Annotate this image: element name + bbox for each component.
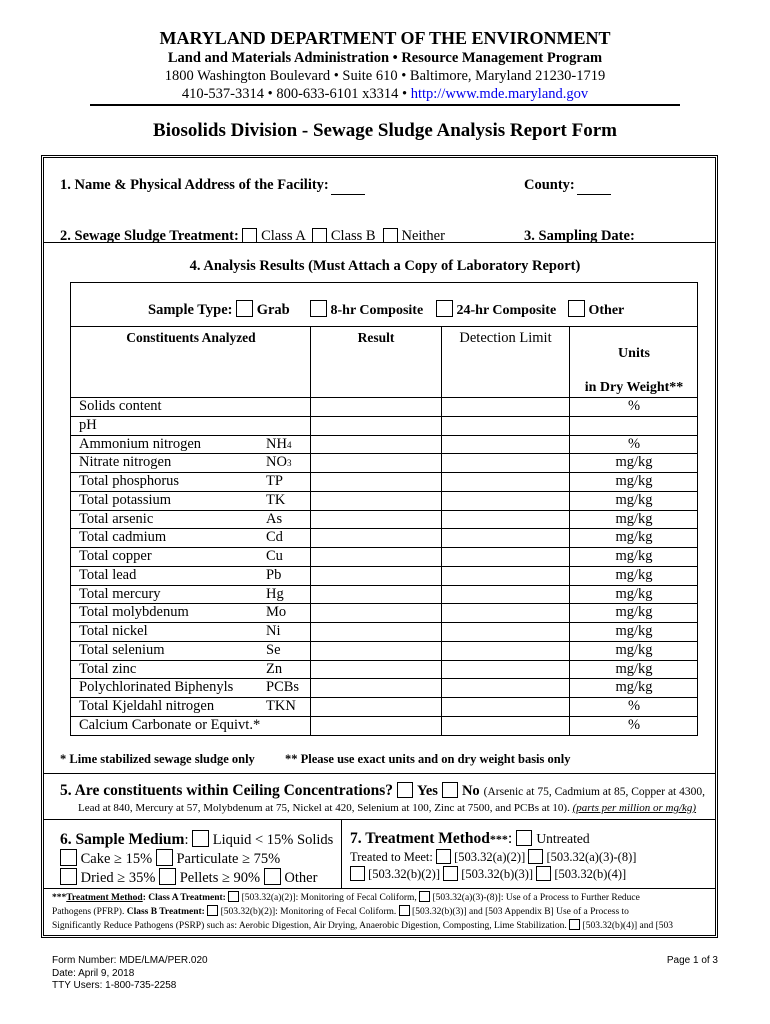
unit-cell: mg/kg <box>615 641 653 658</box>
unit-cell: % <box>627 435 641 452</box>
county-blank[interactable] <box>577 177 611 195</box>
units-header-1: Units <box>618 346 650 361</box>
particulate-label: Particulate ≥ 75% <box>176 851 281 867</box>
note-class-a-1: [503.32(a)(2)]: Monitoring of Fecal Coliform, <box>241 893 417 903</box>
unit-cell: mg/kg <box>615 660 653 677</box>
form-title: Biosolids Division - Sewage Sludge Analysis Report Form <box>153 120 617 141</box>
unit-cell: mg/kg <box>615 566 653 583</box>
treatment-row <box>44 222 714 242</box>
symbol-text: NO <box>266 454 287 471</box>
symbol-text: TP <box>266 473 283 489</box>
class-a-checkbox[interactable] <box>242 228 257 242</box>
header-divider <box>90 104 680 106</box>
detection-limit-cell[interactable] <box>442 453 569 472</box>
sample-medium-title: 6. Sample Medium <box>60 831 185 848</box>
class-b-label: Class B <box>330 228 376 242</box>
ceiling-limits-units: (parts per million or mg/kg) <box>572 802 697 814</box>
note-b3-checkbox[interactable] <box>399 905 410 916</box>
symbol-text: TK <box>266 491 286 508</box>
note-class-a-2: [503.32(a)(3)-(8)]: Use of a Process to Further Reduce <box>432 893 640 903</box>
sample-medium-row1 <box>60 830 333 849</box>
constituent-name: Total selenium <box>79 641 165 658</box>
constituent-name: Nitrate nitrogen <box>79 454 172 471</box>
symbol-text: As <box>266 510 283 527</box>
detection-limit-cell[interactable] <box>442 435 569 454</box>
ceiling-no-checkbox[interactable] <box>442 782 458 798</box>
unit-cell: mg/kg <box>615 510 653 527</box>
note-class-b-label: Class B Treatment: <box>126 907 205 917</box>
note-class-a-label: : Class A Treatment: <box>142 893 226 903</box>
website-link[interactable]: http://www.mde.maryland.gov <box>410 86 589 102</box>
detection-limit-cell[interactable] <box>442 697 569 716</box>
result-cell[interactable] <box>311 453 441 472</box>
b3-label: [503.32(b)(3)] <box>461 867 534 881</box>
constituent-symbol <box>266 511 282 528</box>
other-medium-label: Other <box>284 870 318 886</box>
result-cell[interactable] <box>311 716 441 735</box>
treatment-note <box>52 891 712 933</box>
constituent-symbol <box>266 473 283 490</box>
constituent-name: Polychlorinated Biphenyls <box>79 679 234 696</box>
neither-label: Neither <box>401 228 445 242</box>
constituent-name: Total phosphorus <box>79 473 180 489</box>
cake-label: Cake ≥ 15% <box>80 851 153 867</box>
units-footnote: ** Please use exact units and on dry weight basis only <box>285 752 571 766</box>
sampling-date-label: 3. Sampling Date: <box>524 228 635 242</box>
result-cell[interactable] <box>311 397 441 416</box>
treatment-method-row2 <box>350 849 636 865</box>
constituent-name: Total cadmium <box>79 529 167 546</box>
table-header-top <box>70 326 698 327</box>
unit-cell: mg/kg <box>615 585 653 602</box>
detection-limit-cell[interactable] <box>442 397 569 416</box>
result-cell[interactable] <box>311 678 441 697</box>
a2-label: [503.32(a)(2)] <box>454 850 526 864</box>
constituents-header: Constituents Analyzed <box>126 330 256 345</box>
treatment-note-line2 <box>52 905 712 919</box>
unit-cell: mg/kg <box>615 679 653 696</box>
b2-checkbox[interactable] <box>350 866 365 881</box>
footer-form-number: Form Number: MDE/LMA/PER.020 <box>52 955 208 966</box>
constituent-name: Solids content <box>79 398 162 414</box>
a3-8-checkbox[interactable] <box>528 849 543 864</box>
24hr-composite-checkbox[interactable] <box>436 300 453 317</box>
b4-label: [503.32(b)(4)] <box>554 867 627 881</box>
constituent-name: Calcium Carbonate or Equivt.* <box>79 716 261 733</box>
constituent-name: Total Kjeldahl nitrogen <box>79 698 215 714</box>
constituent-name: Total nickel <box>79 623 148 639</box>
b3-checkbox[interactable] <box>443 866 458 881</box>
other-sample-checkbox[interactable] <box>568 300 585 317</box>
section5-top-rule <box>44 773 716 774</box>
note-line3-end: [503.32(b)(4)] and [503 <box>582 921 674 931</box>
a3-8-label: [503.32(a)(3)-(8)] <box>546 850 637 864</box>
8hr-option <box>310 300 423 319</box>
detection-limit-cell[interactable] <box>442 585 569 604</box>
unit-cell: mg/kg <box>615 623 653 639</box>
note-a3-8-checkbox[interactable] <box>419 891 430 902</box>
facility-name-field[interactable] <box>60 177 365 195</box>
grab-label: Grab <box>256 302 290 318</box>
footer-tty: TTY Users: 1-800-735-2258 <box>52 980 177 991</box>
constituent-name: Total copper <box>79 548 152 564</box>
lime-footnote: * Lime stabilized sewage sludge only <box>60 752 255 766</box>
ceiling-no-label: No <box>461 783 480 799</box>
particulate-checkbox[interactable] <box>156 849 173 866</box>
constituent-symbol <box>266 679 299 696</box>
unit-cell: % <box>627 716 641 733</box>
symbol-text: Se <box>266 641 281 658</box>
sample-medium-colon: : <box>184 832 189 848</box>
b4-checkbox[interactable] <box>536 866 551 881</box>
section4-top-rule <box>44 242 716 243</box>
untreated-label: Untreated <box>536 831 590 846</box>
treatment-method-row3 <box>350 866 626 882</box>
detection-limit-cell[interactable] <box>442 641 569 660</box>
detection-limit-cell[interactable] <box>442 547 569 566</box>
result-cell[interactable] <box>311 528 441 547</box>
constituent-symbol <box>266 661 282 678</box>
constituent-name: Total mercury <box>79 585 161 602</box>
unit-cell: mg/kg <box>615 548 653 564</box>
constituent-symbol <box>266 604 286 621</box>
untreated-checkbox[interactable] <box>516 830 532 846</box>
detection-limit-cell[interactable] <box>442 528 569 547</box>
administration-line: Land and Materials Administration • Resource Management Program <box>167 50 603 66</box>
treatment-method-colon: : <box>507 830 513 847</box>
constituent-name: Total arsenic <box>79 510 154 527</box>
neither-checkbox[interactable] <box>383 228 398 242</box>
detection-limit-cell[interactable] <box>442 510 569 529</box>
constituent-symbol <box>266 548 283 565</box>
other-medium-checkbox[interactable] <box>264 868 281 885</box>
constituent-symbol <box>266 623 281 640</box>
result-cell[interactable] <box>311 547 441 566</box>
constituent-name: Total potassium <box>79 491 172 508</box>
a2-checkbox[interactable] <box>436 849 451 864</box>
constituent-symbol <box>266 642 281 659</box>
result-cell[interactable] <box>311 641 441 660</box>
detection-limit-cell[interactable] <box>442 491 569 510</box>
other-option <box>568 300 624 319</box>
ceiling-yes-label: Yes <box>416 783 438 799</box>
dried-checkbox[interactable] <box>60 868 77 885</box>
detection-limit-cell[interactable] <box>442 716 569 735</box>
symbol-text: TKN <box>266 698 296 714</box>
note-line2-start: Pathogens (PFRP). <box>52 907 125 917</box>
symbol-text: NH <box>266 435 287 452</box>
class-a-label: Class A <box>261 228 305 242</box>
symbol-subscript: 4 <box>286 439 292 450</box>
class-b-checkbox[interactable] <box>312 228 327 242</box>
liquid-checkbox[interactable] <box>192 830 209 847</box>
result-cell[interactable] <box>311 622 441 641</box>
constituent-symbol <box>266 454 291 471</box>
result-header: Result <box>357 330 395 345</box>
detection-limit-cell[interactable] <box>442 678 569 697</box>
ceiling-limits-2: Lead at 840, Mercury at 57, Molybdenum at 75, Nickel at 420, Selenium at 100, Zinc at 7500, and PCBs at 10). <box>78 802 573 814</box>
note-b2-checkbox[interactable] <box>207 905 218 916</box>
detection-limit-cell[interactable] <box>442 622 569 641</box>
note-class-b-2: [503.32(b)(3)] and [503 Appendix B] Use of a Process to <box>412 907 629 917</box>
result-cell[interactable] <box>311 660 441 679</box>
ceiling-limits-1: (Arsenic at 75, Cadmium at 85, Copper at 4300, <box>483 786 706 798</box>
grab-checkbox[interactable] <box>236 300 253 317</box>
note-b4-checkbox[interactable] <box>569 919 580 930</box>
detection-limit-cell[interactable] <box>442 416 569 435</box>
symbol-text: Mo <box>266 604 287 621</box>
constituent-symbol <box>266 567 281 584</box>
treatment-method-stars: *** <box>489 832 508 846</box>
footer-left <box>52 955 208 993</box>
24hr-option <box>436 300 556 319</box>
b2-label: [503.32(b)(2)] <box>368 867 440 881</box>
result-cell[interactable] <box>311 566 441 585</box>
note-a2-checkbox[interactable] <box>228 891 239 902</box>
constituent-name: Ammonium nitrogen <box>79 435 202 452</box>
constituent-name: Total zinc <box>79 660 137 677</box>
treatment-label: 2. Sewage Sludge Treatment: <box>60 228 239 242</box>
result-cell[interactable] <box>311 603 441 622</box>
other-sample-label: Other <box>588 303 625 318</box>
units-header-2: in Dry Weight** <box>584 380 684 395</box>
unit-cell: % <box>627 698 641 714</box>
treatment-note-top-rule <box>44 888 716 889</box>
constituent-name: Total lead <box>79 566 137 583</box>
ceiling-question-row <box>60 782 705 800</box>
symbol-text: Zn <box>266 660 283 677</box>
county-label: County: <box>524 177 575 193</box>
sample-medium-row2 <box>60 849 280 868</box>
result-cell[interactable] <box>311 585 441 604</box>
symbol-text: Cu <box>266 548 283 564</box>
unit-cell: % <box>627 398 641 414</box>
symbol-text: Pb <box>266 566 282 583</box>
detection-limit-cell[interactable] <box>442 660 569 679</box>
treated-to-meet-label: Treated to Meet: <box>350 850 433 864</box>
agency-name: MARYLAND DEPARTMENT OF THE ENVIRONMENT <box>159 28 611 48</box>
result-cell[interactable] <box>311 472 441 491</box>
8hr-composite-checkbox[interactable] <box>310 300 327 317</box>
address-line: 1800 Washington Boulevard • Suite 610 • Baltimore, Maryland 21230-1719 <box>164 68 606 84</box>
facility-blank[interactable] <box>331 177 365 195</box>
treatment-method-row1 <box>350 830 590 848</box>
constituent-name: pH <box>79 416 97 433</box>
ceiling-question: 5. Are constituents within Ceiling Concentrations? <box>60 782 393 799</box>
pellets-label: Pellets ≥ 90% <box>179 870 261 886</box>
constituent-symbol <box>266 436 291 453</box>
unit-cell: mg/kg <box>615 454 653 471</box>
treatment-note-line1 <box>52 891 712 905</box>
unit-cell: mg/kg <box>615 529 653 546</box>
24hr-composite-label: 24-hr Composite <box>456 303 557 318</box>
unit-cell: mg/kg <box>615 491 653 508</box>
footer-date: Date: April 9, 2018 <box>52 967 135 979</box>
phone-numbers: 410-537-3314 • 800-633-6101 x3314 • <box>181 86 411 102</box>
symbol-subscript: 3 <box>286 458 292 469</box>
result-cell[interactable] <box>311 697 441 716</box>
treatment-method-title: 7. Treatment Method <box>350 830 490 847</box>
contact-line <box>0 86 770 103</box>
sample-type-row <box>148 300 290 319</box>
note-treatment-method: Treatment Method <box>66 893 143 903</box>
8hr-composite-label: 8-hr Composite <box>330 303 424 318</box>
constituent-symbol <box>266 698 296 715</box>
symbol-text: Ni <box>266 623 281 639</box>
constituent-name: Total molybdenum <box>79 604 189 621</box>
pellets-checkbox[interactable] <box>159 868 176 885</box>
sample-type-label: Sample Type: <box>148 302 233 318</box>
treatment-note-line3 <box>52 919 712 933</box>
liquid-label: Liquid < 15% Solids <box>212 832 334 848</box>
ceiling-limits-row2 <box>78 802 696 814</box>
facility-label: 1. Name & Physical Address of the Facility: <box>60 177 329 193</box>
result-cell[interactable] <box>311 416 441 435</box>
constituent-symbol <box>266 492 285 509</box>
constituent-symbol <box>266 586 284 603</box>
cake-checkbox[interactable] <box>60 849 77 866</box>
result-cell[interactable] <box>311 491 441 510</box>
detection-limit-cell[interactable] <box>442 472 569 491</box>
footer-page-number: Page 1 of 3 <box>666 955 718 966</box>
analysis-results-title: 4. Analysis Results (Must Attach a Copy of Laboratory Report) <box>189 258 581 274</box>
unit-cell: mg/kg <box>615 473 653 489</box>
detection-limit-header: Detection Limit <box>459 330 552 346</box>
ceiling-yes-checkbox[interactable] <box>397 782 413 798</box>
result-cell[interactable] <box>311 435 441 454</box>
detection-limit-cell[interactable] <box>442 566 569 585</box>
dried-label: Dried ≥ 35% <box>80 870 156 886</box>
unit-cell: mg/kg <box>615 604 653 621</box>
table-row-divider <box>70 735 698 736</box>
note-line3: Significantly Reduce Pathogens (PSRP) such as: Aerobic Digestion, Air Drying, Anaerobic Digestion, Composting, Lime Stabilization. <box>52 921 567 931</box>
symbol-text: PCBs <box>266 679 300 696</box>
symbol-text: Hg <box>266 585 284 602</box>
sample-medium-row3 <box>60 868 317 887</box>
result-cell[interactable] <box>311 510 441 529</box>
symbol-text: Cd <box>266 529 283 546</box>
note-class-b-1: [503.32(b)(2)]: Monitoring of Fecal Coliform. <box>220 907 397 917</box>
county-field[interactable] <box>524 177 611 195</box>
constituent-symbol <box>266 529 283 546</box>
detection-limit-cell[interactable] <box>442 603 569 622</box>
note-stars: *** <box>52 893 67 903</box>
